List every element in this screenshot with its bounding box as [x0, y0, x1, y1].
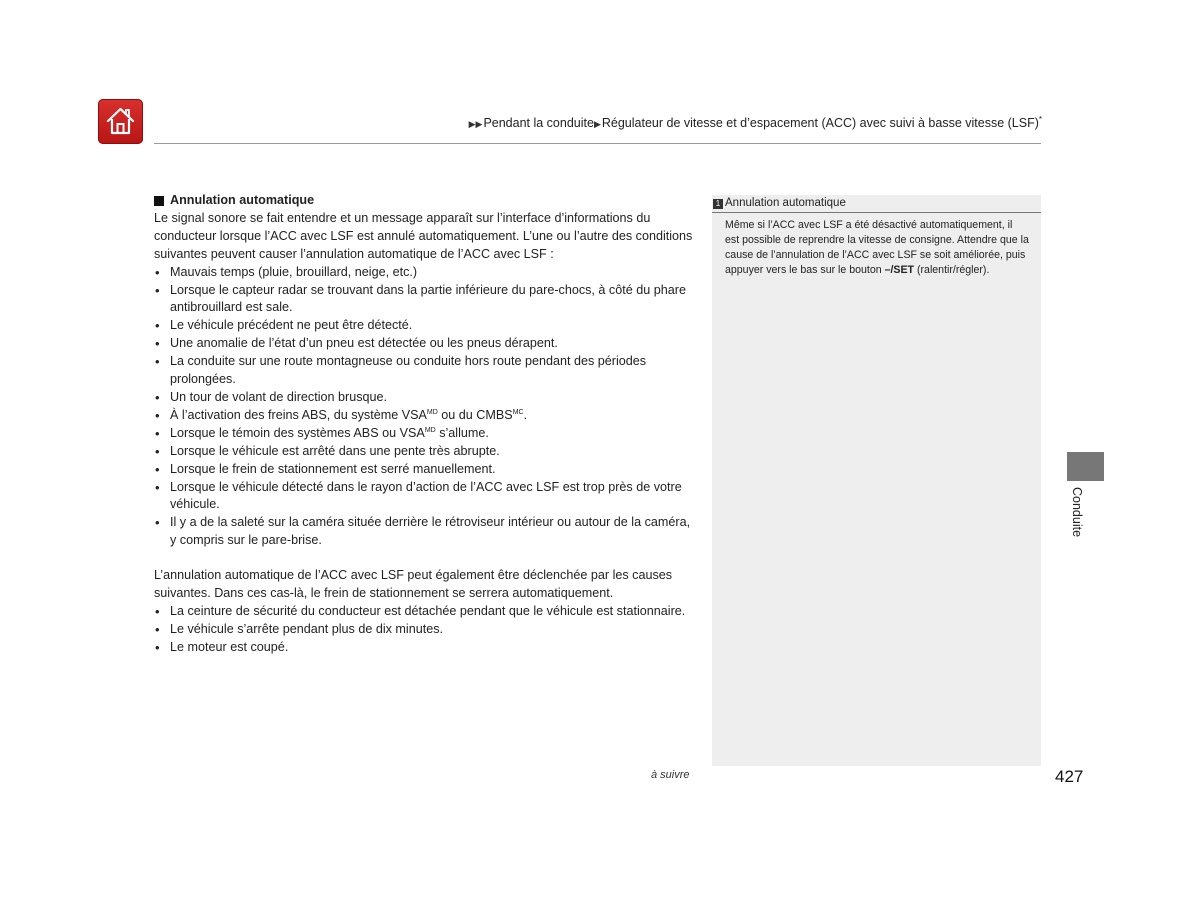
list-item-text: ou du CMBS [437, 407, 513, 422]
trademark-mark: MC [512, 408, 524, 416]
side-note-text: (ralentir/régler). [914, 264, 990, 277]
list-item: • Lorsque le frein de stationnement est serré manuellement. [154, 461, 699, 479]
button-name: –/SET [884, 264, 915, 277]
home-icon [104, 105, 137, 138]
note-marker-icon: 1 [713, 199, 723, 209]
breadcrumb-item-conduite[interactable]: Pendant la conduite [483, 116, 594, 130]
continued-label: à suivre [651, 769, 690, 781]
breadcrumb [469, 116, 1042, 130]
spacer [154, 550, 699, 567]
chapter-tab-label[interactable]: Conduite [1070, 487, 1084, 538]
list-item: • Une anomalie de l’état d’un pneu est détectée ou les pneus dérapent. [154, 335, 699, 353]
list-item: • La ceinture de sécurité du conducteur est détachée pendant que le véhicule est stationnaire. [154, 603, 699, 621]
list-item-text: s’allume. [435, 425, 489, 440]
intro-paragraph: Le signal sonore se fait entendre et un message apparaît sur l’interface d’informations du conducteur lorsque l’ACC avec LSF est annulé automatiquement. L’une ou l’autre des conditions suivantes peuvent causer l’annulation automatique de l’ACC avec LSF : [154, 210, 693, 261]
conditions-list-2 [154, 603, 699, 657]
section-title [154, 192, 699, 210]
list-item: • Lorsque le véhicule détecté dans le rayon d’action de l’ACC avec LSF est trop près de votre véhicule. [154, 479, 699, 515]
list-item [154, 425, 699, 443]
list-item: • Lorsque le capteur radar se trouvant dans la partie inférieure du pare-chocs, à côté du phare antibrouillard est sale. [154, 282, 699, 318]
square-bullet-icon [154, 196, 164, 206]
list-item: • Mauvais temps (pluie, brouillard, neige, etc.) [154, 264, 699, 282]
list-item: • Le véhicule s’arrête pendant plus de dix minutes. [154, 621, 699, 639]
list-item-text: Lorsque le témoin des systèmes ABS ou VSA [170, 425, 425, 440]
side-note-title: Annulation automatique [725, 197, 846, 209]
list-item: • Il y a de la saleté sur la caméra située derrière le rétroviseur intérieur ou autour de la caméra, y compris sur le pare-brise. [154, 514, 699, 550]
chapter-tab-marker[interactable] [1067, 452, 1104, 481]
list-item: • La conduite sur une route montagneuse ou conduite hors route pendant des périodes prolongées. [154, 353, 699, 389]
trademark-mark: MD [424, 426, 436, 434]
home-button[interactable] [98, 99, 143, 144]
section-title-text: Annulation automatique [170, 193, 315, 207]
side-note-header [712, 195, 1041, 213]
side-note-text: Même si l’ACC avec LSF a été désactivé automatiquement, il est possible de reprendre la vitesse de consigne. Attendre que la cause de l’annulation de l’ACC avec LSF se soit améliorée, puis appuyer vers le bas sur le bouton [725, 219, 1029, 277]
header-divider [154, 143, 1041, 144]
second-paragraph: L’annulation automatique de l’ACC avec LSF peut également être déclenchée par les causes suivantes. Dans ces cas-là, le frein de stationnement se serrera automatiquement. [154, 568, 673, 601]
conditions-list [154, 264, 699, 551]
list-item: • Le moteur est coupé. [154, 639, 699, 657]
side-note-body [712, 213, 1041, 278]
list-item-text: . [523, 407, 528, 422]
side-note-panel [712, 195, 1041, 766]
breadcrumb-item-acc[interactable]: Régulateur de vitesse et d’espacement (ACC) avec suivi à basse vitesse (LSF) [601, 116, 1039, 130]
footnote-mark: * [1038, 114, 1042, 124]
arrow-right-icon: ▶▶ [468, 119, 483, 129]
list-item: • Lorsque le véhicule est arrêté dans une pente très abrupte. [154, 443, 699, 461]
list-item: • Un tour de volant de direction brusque. [154, 389, 699, 407]
page-number: 427 [1055, 767, 1084, 786]
list-item [154, 407, 699, 425]
list-item-text: À l’activation des freins ABS, du système VSA [170, 407, 427, 422]
trademark-mark: MD [426, 408, 438, 416]
list-item: • Le véhicule précédent ne peut être détecté. [154, 317, 699, 335]
main-content [154, 192, 699, 657]
arrow-right-icon: ▶ [593, 119, 601, 129]
